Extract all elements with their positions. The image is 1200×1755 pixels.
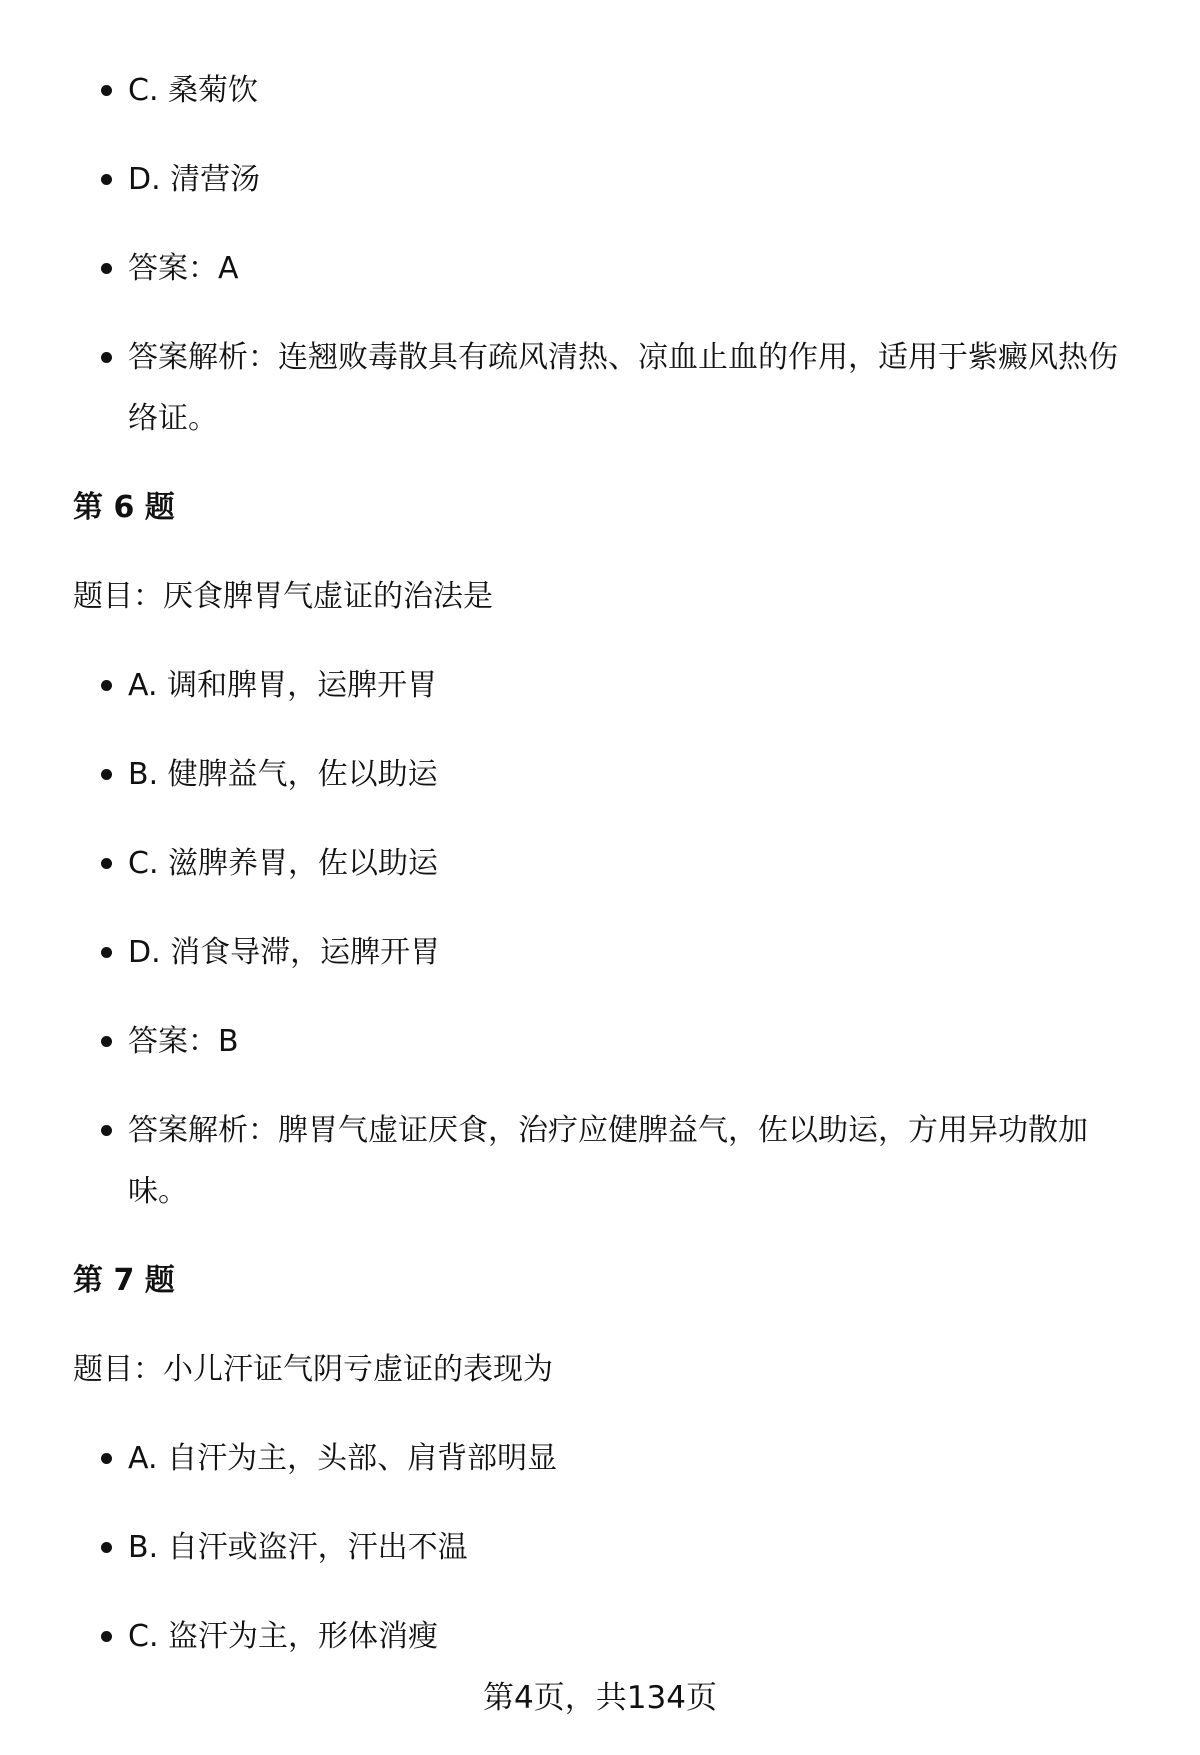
option-item [73, 922, 1140, 983]
bullet-icon [101, 1036, 112, 1047]
option-text: D. 清营汤 [128, 162, 261, 197]
option-item [73, 1428, 1140, 1489]
option-text: A. 自汗为主，头部、肩背部明显 [128, 1441, 558, 1476]
option-text: B. 自汗或盗汗，汗出不温 [128, 1530, 468, 1565]
bullet-icon [101, 1125, 112, 1136]
option-text: A. 调和脾胃，运脾开胃 [128, 668, 438, 703]
option-text: C. 盗汗为主，形体消瘦 [128, 1619, 439, 1654]
option-item [73, 149, 1140, 210]
question-heading: 第 7 题 [73, 1263, 175, 1298]
analysis-text: 答案解析：脾胃气虚证厌食，治疗应健脾益气，佐以助运，方用异功散加味。 [128, 1113, 1088, 1209]
answer-text: 答案：B [128, 1024, 239, 1059]
bullet-icon [101, 263, 112, 274]
option-item [73, 655, 1140, 716]
analysis-item [73, 327, 1140, 449]
document-body [73, 60, 1140, 1695]
option-text: C. 滋脾养胃，佐以助运 [128, 846, 439, 881]
question-stem: 题目：小儿汗证气阴亏虚证的表现为 [73, 1352, 553, 1387]
bullet-icon [101, 1453, 112, 1464]
option-item [73, 744, 1140, 805]
answer-item [73, 1011, 1140, 1072]
q7-option-list [73, 1428, 1140, 1667]
option-text: C. 桑菊饮 [128, 73, 259, 108]
bullet-icon [101, 174, 112, 185]
bullet-icon [101, 85, 112, 96]
answer-item [73, 238, 1140, 299]
question-heading: 第 6 题 [73, 490, 175, 525]
option-item [73, 1517, 1140, 1578]
option-text: B. 健脾益气，佐以助运 [128, 757, 438, 792]
analysis-text: 答案解析：连翘败毒散具有疏风清热、凉血止血的作用，适用于紫癜风热伤络证。 [128, 340, 1118, 436]
bullet-icon [101, 1631, 112, 1642]
bullet-icon [101, 1542, 112, 1553]
page-footer: 第4页，共134页 [483, 1680, 717, 1716]
bullet-icon [101, 947, 112, 958]
q6-option-list [73, 655, 1140, 1222]
question-stem: 题目：厌食脾胃气虚证的治法是 [73, 579, 493, 614]
option-item [73, 60, 1140, 121]
analysis-item [73, 1100, 1140, 1222]
q5-carryover-list [73, 60, 1140, 449]
answer-text: 答案：A [128, 251, 239, 286]
bullet-icon [101, 680, 112, 691]
bullet-icon [101, 858, 112, 869]
option-item [73, 833, 1140, 894]
option-item [73, 1606, 1140, 1667]
option-text: D. 消食导滞，运脾开胃 [128, 935, 441, 970]
bullet-icon [101, 769, 112, 780]
bullet-icon [101, 352, 112, 363]
